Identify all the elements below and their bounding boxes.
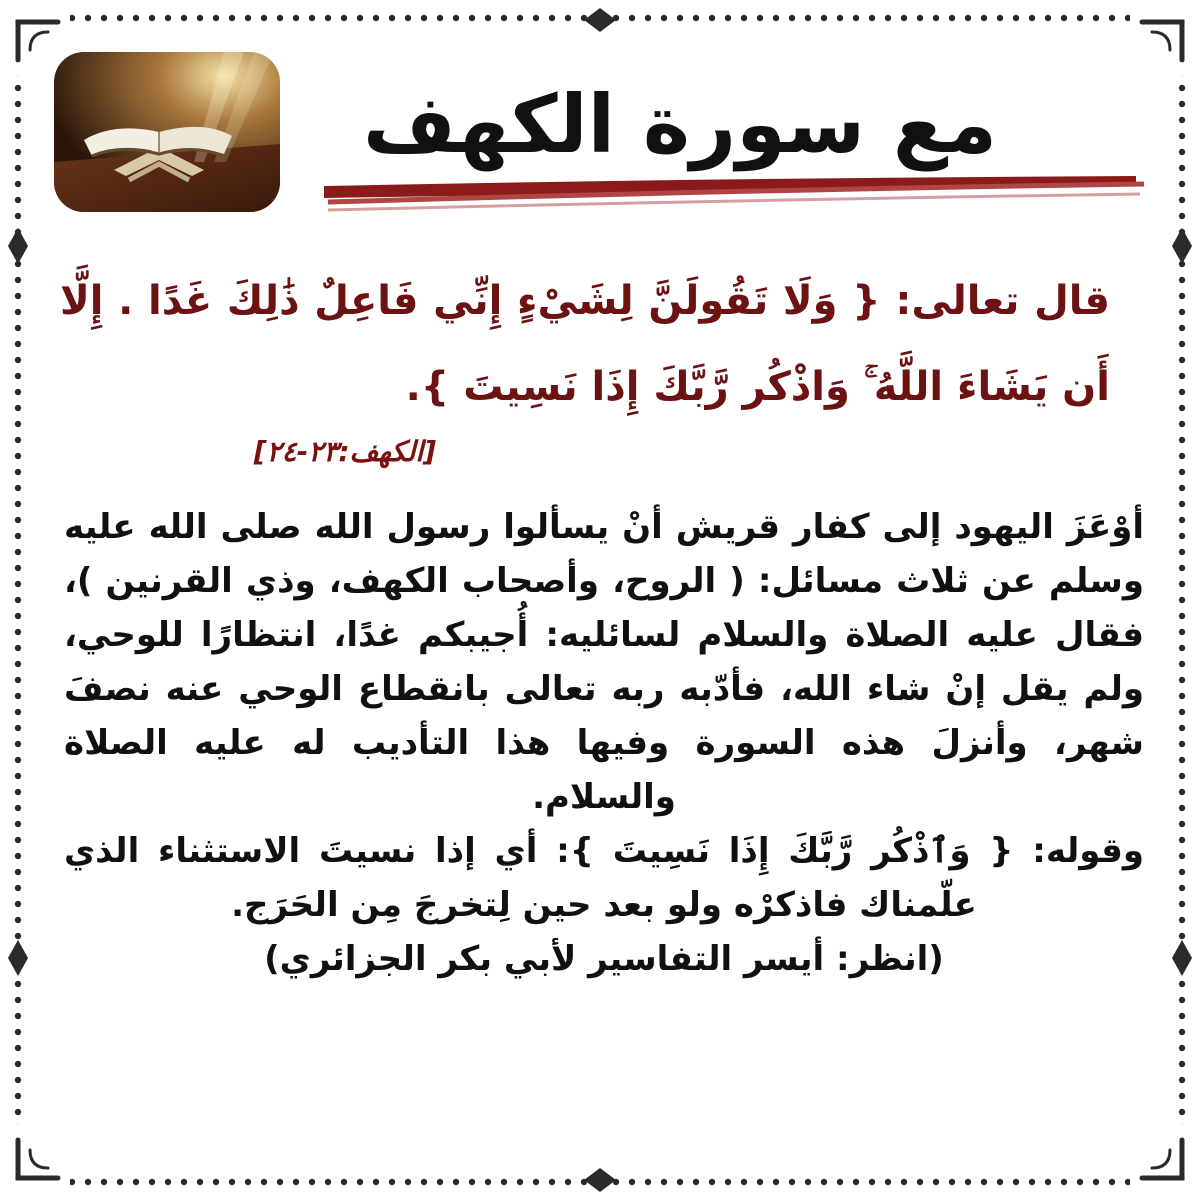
- page-title: مع سورة الكهف: [362, 78, 998, 171]
- open-quran-on-stand-photo: [54, 52, 280, 212]
- tafsir-paragraph-2: وقوله: { وَٱذْكُر رَّبَّكَ إِذَا نَسِيتَ }: أي إذا نسيتَ الاستثناء الذي علّمناك فاذكرْه ولو بعد حين لِتخرجَ مِن الحَرَج.: [64, 831, 1144, 925]
- quran-verse: قال تعالى: { وَلَا تَقُولَنَّ لِشَيْءٍ إِنِّي فَاعِلٌ ذَٰلِكَ غَدًا . إِلَّا أَن يَشَاءَ اللَّهُ ۚ وَاذْكُر رَّبَّكَ إِذَا نَسِيتَ }.: [60, 278, 1110, 410]
- verse-reference: [الكهف:٢٣-٢٤]: [253, 435, 436, 468]
- tafsir-body: [64, 500, 1144, 986]
- tafsir-source: (انظر: أيسر التفاسير لأبي بكر الجزائري): [264, 939, 944, 979]
- tafsir-paragraph-1: أوْعَزَ اليهود إلى كفار قريش أنْ يسألوا رسول الله صلى الله عليه وسلم عن ثلاث مسائل: ( الروح، وأصحاب الكهف، وذي القرنين )، فقال عليه الصلاة والسلام لسائليه: أُجيبكم غدًا، انتظارًا للوحي، ولم يقل إنْ شاء الله، فأدّبه ربه تعالى بانقطاع الوحي عنه نصفَ شهر، وأنزلَ هذه السورة وفيها هذا التأديب له عليه الصلاة والسلام.: [64, 507, 1144, 817]
